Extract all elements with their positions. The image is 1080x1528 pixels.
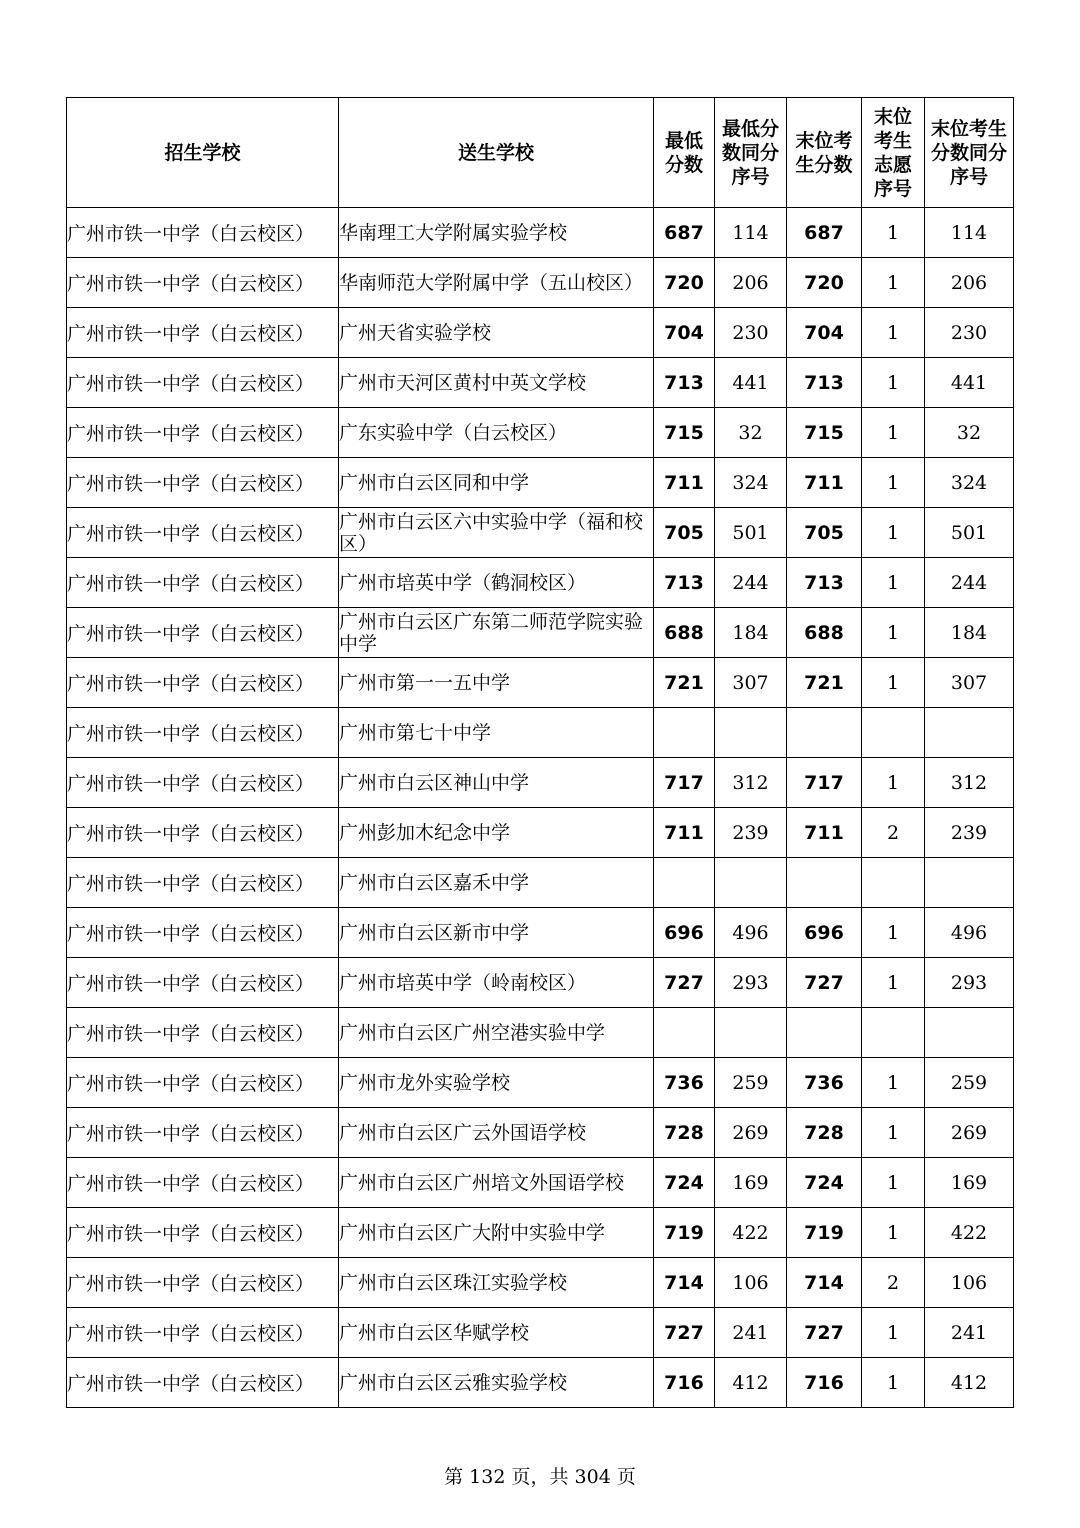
cell-last-score: 728 — [787, 1108, 862, 1158]
cell-last-score-tie-rank: 239 — [925, 808, 1014, 858]
cell-min-score — [654, 1008, 715, 1058]
cell-admitting-school: 广州市铁一中学（白云校区） — [67, 408, 339, 458]
cell-last-score: 717 — [787, 758, 862, 808]
cell-admitting-school: 广州市铁一中学（白云校区） — [67, 658, 339, 708]
cell-admitting-school: 广州市铁一中学（白云校区） — [67, 1008, 339, 1058]
cell-last-score-tie-rank: 32 — [925, 408, 1014, 458]
table-row — [67, 908, 1014, 958]
table-row — [67, 508, 1014, 558]
cell-last-score-tie-rank: 324 — [925, 458, 1014, 508]
cell-sending-school: 广州市天河区黄村中英文学校 — [339, 358, 654, 408]
cell-admitting-school: 广州市铁一中学（白云校区） — [67, 208, 339, 258]
cell-last-preference-rank: 1 — [862, 258, 925, 308]
header-sending-school: 送生学校 — [339, 98, 654, 208]
cell-min-score-tie-rank: 496 — [715, 908, 787, 958]
cell-last-score-tie-rank: 169 — [925, 1158, 1014, 1208]
header-last-score-tie-rank: 末位考生分数同分序号 — [925, 98, 1014, 208]
cell-last-score-tie-rank: 501 — [925, 508, 1014, 558]
cell-min-score: 696 — [654, 908, 715, 958]
table-row — [67, 808, 1014, 858]
table-row — [67, 208, 1014, 258]
table-row — [67, 958, 1014, 1008]
cell-last-score: 714 — [787, 1258, 862, 1308]
cell-min-score-tie-rank: 184 — [715, 608, 787, 658]
cell-last-score-tie-rank: 412 — [925, 1358, 1014, 1408]
cell-last-preference-rank: 2 — [862, 1258, 925, 1308]
cell-sending-school: 广州市白云区广州培文外国语学校 — [339, 1158, 654, 1208]
cell-last-preference-rank: 1 — [862, 208, 925, 258]
cell-last-score-tie-rank — [925, 858, 1014, 908]
cell-min-score-tie-rank: 312 — [715, 758, 787, 808]
table-row — [67, 708, 1014, 758]
cell-last-preference-rank: 1 — [862, 1308, 925, 1358]
cell-last-score: 719 — [787, 1208, 862, 1258]
cell-min-score: 716 — [654, 1358, 715, 1408]
cell-sending-school: 广州市第七十中学 — [339, 708, 654, 758]
cell-min-score-tie-rank — [715, 858, 787, 908]
cell-min-score: 711 — [654, 458, 715, 508]
cell-last-score: 724 — [787, 1158, 862, 1208]
cell-min-score-tie-rank: 293 — [715, 958, 787, 1008]
cell-last-score-tie-rank — [925, 708, 1014, 758]
cell-last-score: 696 — [787, 908, 862, 958]
cell-min-score: 720 — [654, 258, 715, 308]
cell-last-preference-rank: 1 — [862, 358, 925, 408]
header-last-preference-rank: 末位考生志愿序号 — [862, 98, 925, 208]
cell-last-preference-rank: 1 — [862, 1058, 925, 1108]
table-row — [67, 1108, 1014, 1158]
cell-admitting-school: 广州市铁一中学（白云校区） — [67, 858, 339, 908]
cell-min-score: 724 — [654, 1158, 715, 1208]
cell-last-score-tie-rank: 244 — [925, 558, 1014, 608]
cell-min-score: 727 — [654, 1308, 715, 1358]
cell-min-score: 705 — [654, 508, 715, 558]
cell-last-score: 711 — [787, 458, 862, 508]
cell-min-score-tie-rank: 441 — [715, 358, 787, 408]
cell-admitting-school: 广州市铁一中学（白云校区） — [67, 558, 339, 608]
cell-min-score-tie-rank — [715, 1008, 787, 1058]
cell-sending-school: 广州市白云区广大附中实验中学 — [339, 1208, 654, 1258]
cell-last-score-tie-rank: 269 — [925, 1108, 1014, 1158]
cell-last-score — [787, 708, 862, 758]
cell-min-score: 714 — [654, 1258, 715, 1308]
cell-last-preference-rank: 1 — [862, 1108, 925, 1158]
cell-sending-school: 广州市白云区华赋学校 — [339, 1308, 654, 1358]
cell-last-score-tie-rank: 312 — [925, 758, 1014, 808]
cell-min-score-tie-rank: 244 — [715, 558, 787, 608]
cell-min-score: 736 — [654, 1058, 715, 1108]
cell-last-score: 713 — [787, 558, 862, 608]
cell-last-preference-rank: 1 — [862, 458, 925, 508]
cell-admitting-school: 广州市铁一中学（白云校区） — [67, 1258, 339, 1308]
table-row — [67, 1308, 1014, 1358]
cell-last-score: 688 — [787, 608, 862, 658]
cell-last-score-tie-rank: 241 — [925, 1308, 1014, 1358]
cell-last-score-tie-rank: 293 — [925, 958, 1014, 1008]
cell-admitting-school: 广州市铁一中学（白云校区） — [67, 258, 339, 308]
table-row — [67, 408, 1014, 458]
header-min-score-tie-rank: 最低分数同分序号 — [715, 98, 787, 208]
cell-last-preference-rank: 1 — [862, 1358, 925, 1408]
cell-min-score-tie-rank: 259 — [715, 1058, 787, 1108]
cell-last-preference-rank — [862, 708, 925, 758]
cell-last-preference-rank: 1 — [862, 758, 925, 808]
cell-admitting-school: 广州市铁一中学（白云校区） — [67, 908, 339, 958]
cell-min-score-tie-rank: 169 — [715, 1158, 787, 1208]
table-row — [67, 358, 1014, 408]
cell-sending-school: 广州市培英中学（岭南校区） — [339, 958, 654, 1008]
cell-sending-school: 广州市白云区广云外国语学校 — [339, 1108, 654, 1158]
cell-last-score: 721 — [787, 658, 862, 708]
cell-sending-school: 广州市培英中学（鹤洞校区） — [339, 558, 654, 608]
cell-min-score: 727 — [654, 958, 715, 1008]
table-row — [67, 1358, 1014, 1408]
header-min-score: 最低分数 — [654, 98, 715, 208]
cell-last-score: 727 — [787, 958, 862, 1008]
header-admitting-school: 招生学校 — [67, 98, 339, 208]
cell-last-score: 720 — [787, 258, 862, 308]
cell-last-preference-rank: 1 — [862, 408, 925, 458]
cell-last-score: 713 — [787, 358, 862, 408]
cell-admitting-school: 广州市铁一中学（白云校区） — [67, 1208, 339, 1258]
cell-admitting-school: 广州市铁一中学（白云校区） — [67, 608, 339, 658]
score-table — [66, 97, 1014, 1408]
table-row — [67, 308, 1014, 358]
cell-sending-school: 广州市龙外实验学校 — [339, 1058, 654, 1108]
cell-last-preference-rank — [862, 1008, 925, 1058]
cell-admitting-school: 广州市铁一中学（白云校区） — [67, 1308, 339, 1358]
cell-last-score: 715 — [787, 408, 862, 458]
cell-min-score: 713 — [654, 558, 715, 608]
cell-last-score-tie-rank: 496 — [925, 908, 1014, 958]
cell-min-score-tie-rank: 106 — [715, 1258, 787, 1308]
cell-sending-school: 广州市白云区新市中学 — [339, 908, 654, 958]
cell-last-score: 705 — [787, 508, 862, 558]
cell-last-preference-rank: 1 — [862, 558, 925, 608]
cell-admitting-school: 广州市铁一中学（白云校区） — [67, 808, 339, 858]
cell-min-score-tie-rank: 206 — [715, 258, 787, 308]
cell-sending-school: 广州市第一一五中学 — [339, 658, 654, 708]
cell-admitting-school: 广州市铁一中学（白云校区） — [67, 758, 339, 808]
cell-admitting-school: 广州市铁一中学（白云校区） — [67, 708, 339, 758]
cell-last-score: 704 — [787, 308, 862, 358]
cell-last-preference-rank: 1 — [862, 308, 925, 358]
cell-admitting-school: 广州市铁一中学（白云校区） — [67, 308, 339, 358]
cell-min-score: 713 — [654, 358, 715, 408]
cell-min-score-tie-rank: 269 — [715, 1108, 787, 1158]
cell-min-score-tie-rank: 324 — [715, 458, 787, 508]
cell-last-preference-rank — [862, 858, 925, 908]
cell-min-score: 687 — [654, 208, 715, 258]
cell-sending-school: 广东实验中学（白云校区） — [339, 408, 654, 458]
cell-admitting-school: 广州市铁一中学（白云校区） — [67, 508, 339, 558]
cell-min-score — [654, 858, 715, 908]
cell-min-score-tie-rank: 230 — [715, 308, 787, 358]
table-row — [67, 1008, 1014, 1058]
cell-admitting-school: 广州市铁一中学（白云校区） — [67, 1058, 339, 1108]
cell-last-score-tie-rank: 259 — [925, 1058, 1014, 1108]
cell-last-score: 736 — [787, 1058, 862, 1108]
cell-sending-school: 华南理工大学附属实验学校 — [339, 208, 654, 258]
cell-min-score: 721 — [654, 658, 715, 708]
cell-last-preference-rank: 1 — [862, 958, 925, 1008]
cell-last-score-tie-rank: 114 — [925, 208, 1014, 258]
table-row — [67, 1058, 1014, 1108]
table-row — [67, 658, 1014, 708]
table-row — [67, 458, 1014, 508]
cell-min-score-tie-rank: 239 — [715, 808, 787, 858]
cell-last-score — [787, 1008, 862, 1058]
cell-last-preference-rank: 1 — [862, 508, 925, 558]
cell-sending-school: 华南师范大学附属中学（五山校区） — [339, 258, 654, 308]
cell-last-score: 716 — [787, 1358, 862, 1408]
cell-last-score-tie-rank: 441 — [925, 358, 1014, 408]
cell-last-score-tie-rank: 230 — [925, 308, 1014, 358]
cell-min-score: 717 — [654, 758, 715, 808]
cell-min-score: 715 — [654, 408, 715, 458]
cell-min-score-tie-rank: 114 — [715, 208, 787, 258]
table-row — [67, 1158, 1014, 1208]
cell-last-score: 711 — [787, 808, 862, 858]
cell-last-score-tie-rank — [925, 1008, 1014, 1058]
cell-min-score: 728 — [654, 1108, 715, 1158]
cell-sending-school: 广州市白云区广东第二师范学院实验中学 — [339, 608, 654, 658]
cell-sending-school: 广州市白云区神山中学 — [339, 758, 654, 808]
header-last-score: 末位考生分数 — [787, 98, 862, 208]
cell-min-score — [654, 708, 715, 758]
cell-min-score: 688 — [654, 608, 715, 658]
cell-sending-school: 广州市白云区广州空港实验中学 — [339, 1008, 654, 1058]
cell-min-score: 704 — [654, 308, 715, 358]
cell-sending-school: 广州市白云区嘉禾中学 — [339, 858, 654, 908]
cell-last-score-tie-rank: 307 — [925, 658, 1014, 708]
cell-sending-school: 广州天省实验学校 — [339, 308, 654, 358]
cell-min-score-tie-rank: 241 — [715, 1308, 787, 1358]
cell-min-score-tie-rank — [715, 708, 787, 758]
cell-admitting-school: 广州市铁一中学（白云校区） — [67, 1358, 339, 1408]
cell-sending-school: 广州市白云区同和中学 — [339, 458, 654, 508]
table-header-row — [67, 98, 1014, 208]
cell-last-score-tie-rank: 106 — [925, 1258, 1014, 1308]
cell-last-score-tie-rank: 206 — [925, 258, 1014, 308]
cell-admitting-school: 广州市铁一中学（白云校区） — [67, 1158, 339, 1208]
cell-last-preference-rank: 1 — [862, 908, 925, 958]
table-row — [67, 758, 1014, 808]
table-row — [67, 558, 1014, 608]
table-row — [67, 1208, 1014, 1258]
cell-last-score — [787, 858, 862, 908]
table-row — [67, 608, 1014, 658]
cell-last-score: 687 — [787, 208, 862, 258]
cell-last-score-tie-rank: 422 — [925, 1208, 1014, 1258]
cell-sending-school: 广州市白云区六中实验中学（福和校区） — [339, 508, 654, 558]
cell-sending-school: 广州市白云区云雅实验学校 — [339, 1358, 654, 1408]
cell-last-preference-rank: 1 — [862, 1158, 925, 1208]
table-row — [67, 858, 1014, 908]
table-row — [67, 258, 1014, 308]
cell-min-score-tie-rank: 307 — [715, 658, 787, 708]
cell-last-preference-rank: 1 — [862, 658, 925, 708]
cell-admitting-school: 广州市铁一中学（白云校区） — [67, 458, 339, 508]
cell-admitting-school: 广州市铁一中学（白云校区） — [67, 1108, 339, 1158]
cell-admitting-school: 广州市铁一中学（白云校区） — [67, 358, 339, 408]
cell-last-score: 727 — [787, 1308, 862, 1358]
cell-min-score: 711 — [654, 808, 715, 858]
cell-min-score-tie-rank: 422 — [715, 1208, 787, 1258]
cell-min-score-tie-rank: 32 — [715, 408, 787, 458]
cell-min-score-tie-rank: 501 — [715, 508, 787, 558]
cell-last-preference-rank: 2 — [862, 808, 925, 858]
cell-min-score: 719 — [654, 1208, 715, 1258]
table-row — [67, 1258, 1014, 1308]
page-footer: 第 132 页，共 304 页 — [444, 1466, 636, 1488]
cell-last-preference-rank: 1 — [862, 608, 925, 658]
cell-last-score-tie-rank: 184 — [925, 608, 1014, 658]
cell-last-preference-rank: 1 — [862, 1208, 925, 1258]
cell-sending-school: 广州市白云区珠江实验学校 — [339, 1258, 654, 1308]
cell-admitting-school: 广州市铁一中学（白云校区） — [67, 958, 339, 1008]
cell-min-score-tie-rank: 412 — [715, 1358, 787, 1408]
cell-sending-school: 广州彭加木纪念中学 — [339, 808, 654, 858]
